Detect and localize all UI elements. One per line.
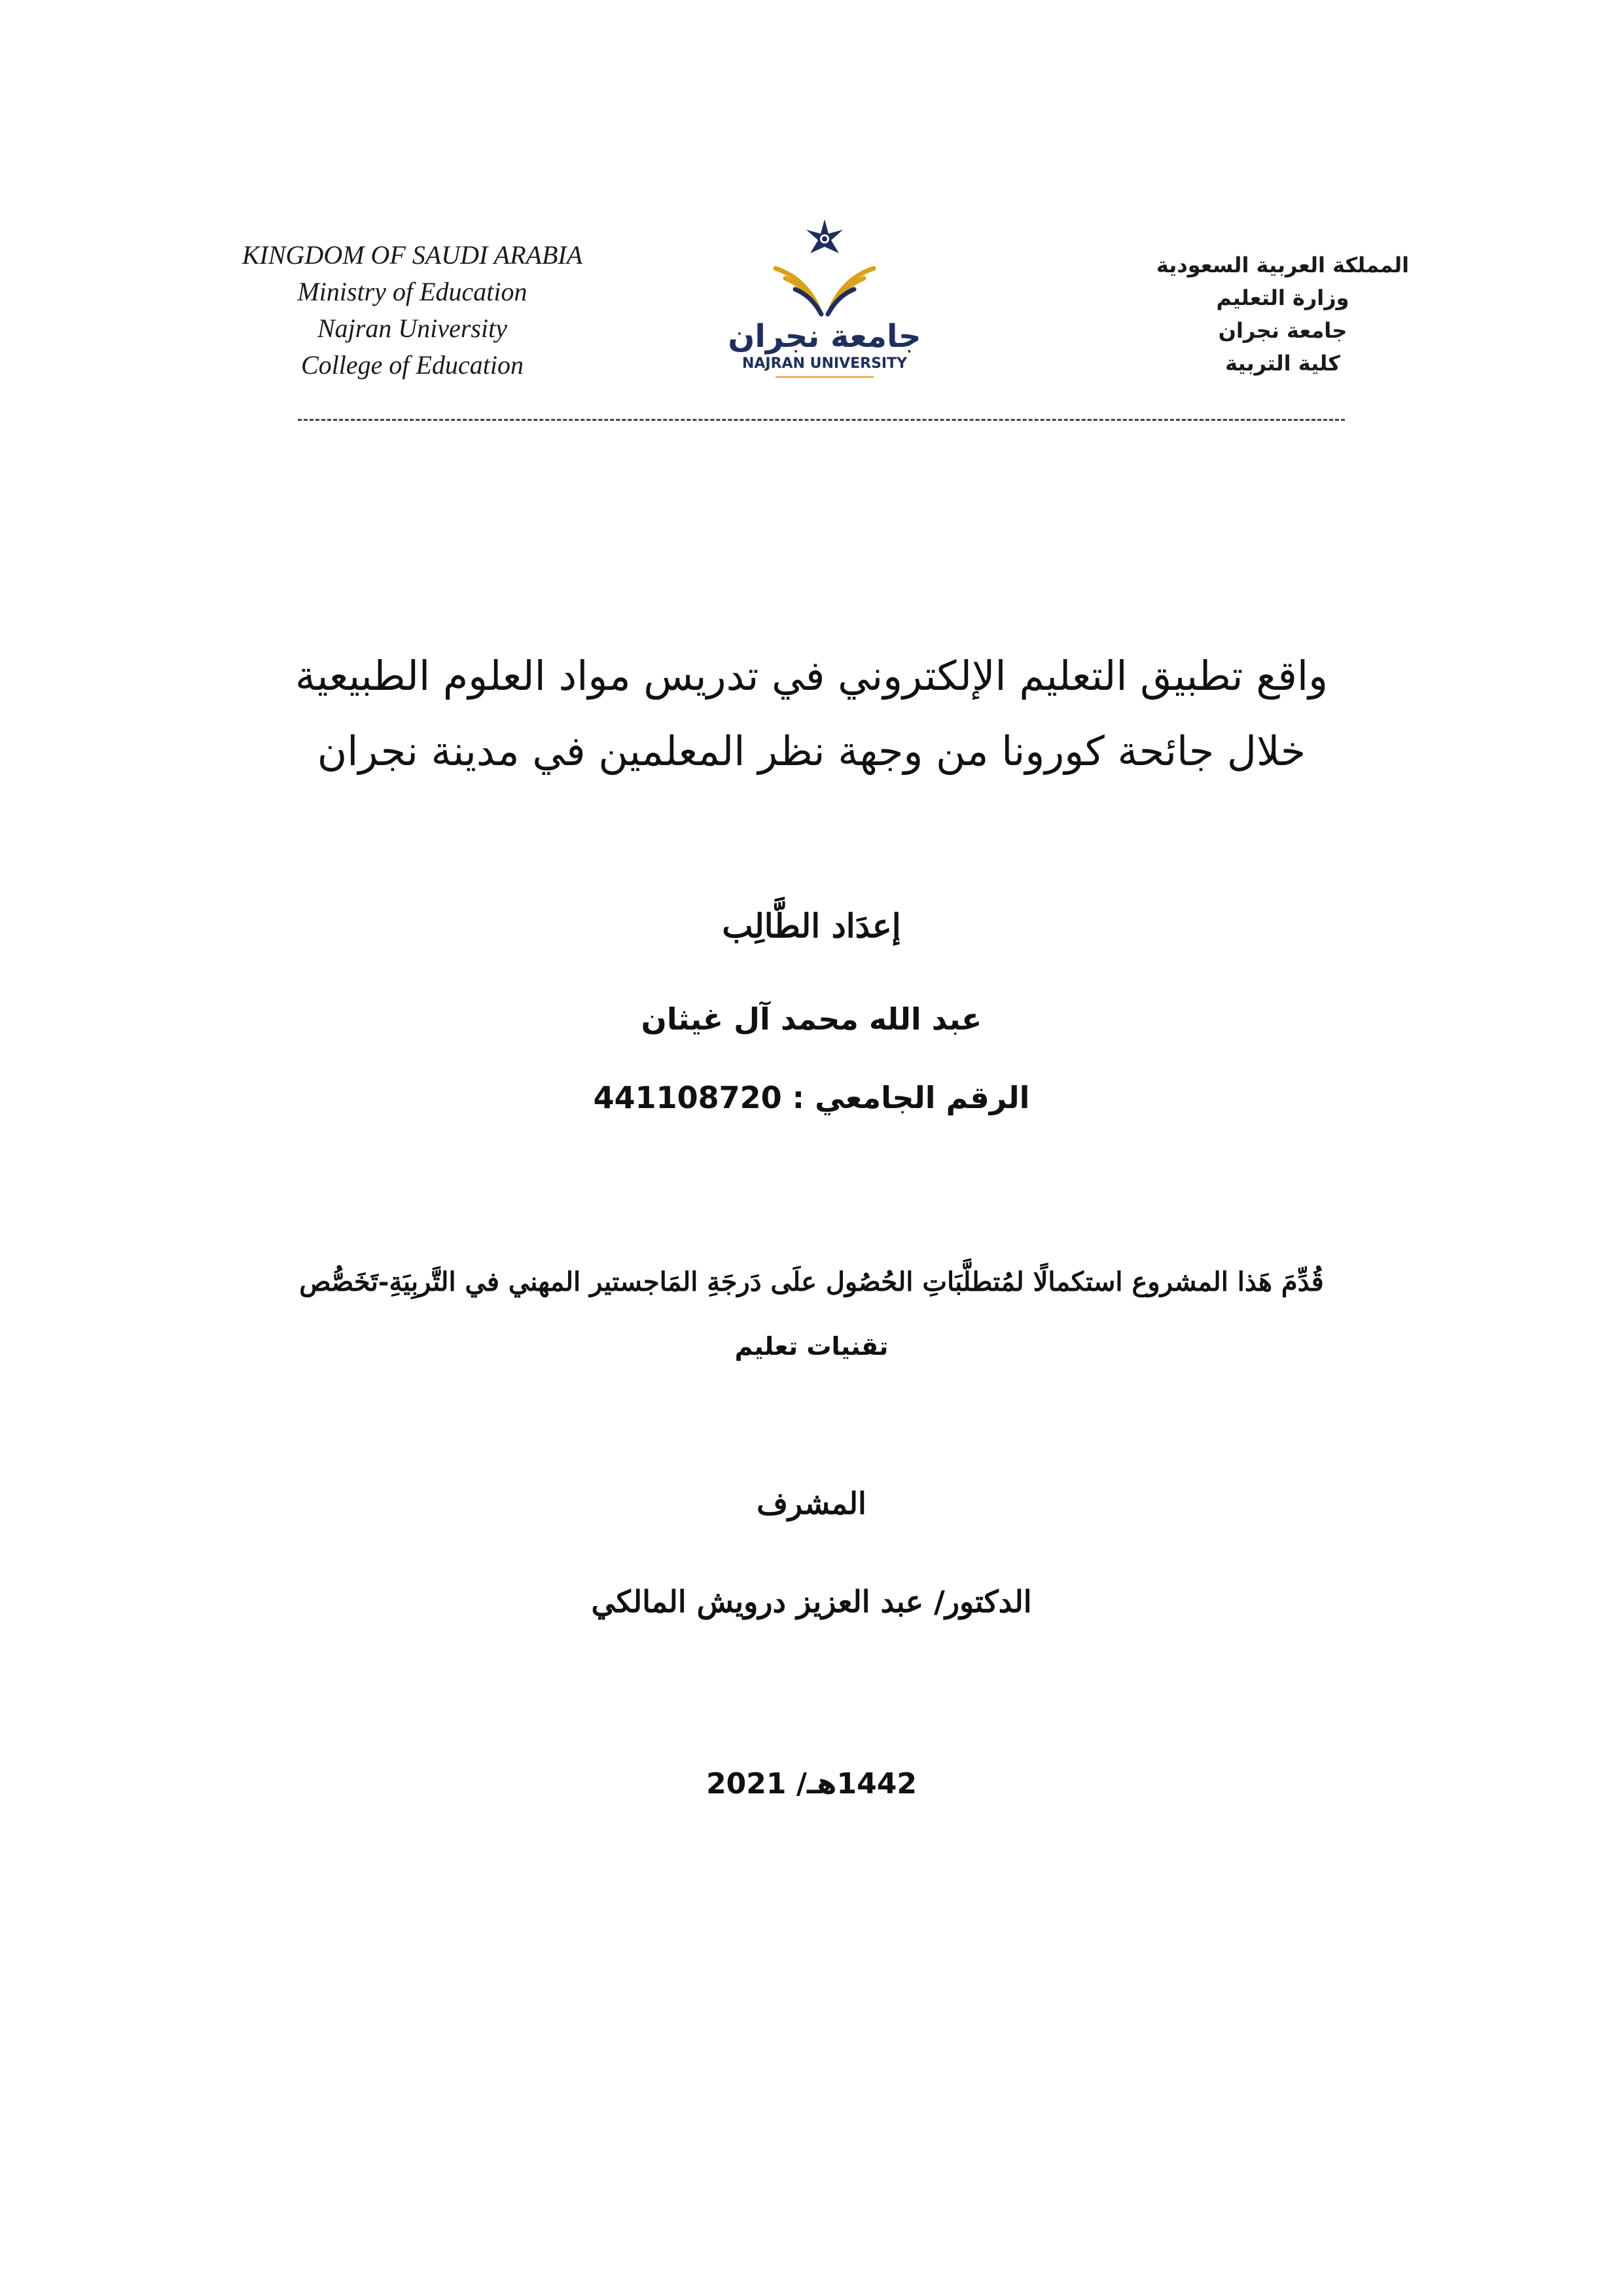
supervisor-label: المشرف [757, 1486, 866, 1521]
english-header-country: KINGDOM OF SAUDI ARABIA [241, 240, 583, 270]
student-id-label: الرقم الجامعي : [792, 1080, 1030, 1115]
arabic-header [1099, 249, 1466, 380]
submission-statement: قُدِّمَ هَذا المشروع استكمالًا لمُتطلَّبَاتِ الحُصُول علَى دَرجَةِ المَاجستير المهني في التَّربِيَةِ-تَخَصُّص [299, 1266, 1324, 1297]
najran-university-logo [713, 216, 936, 386]
submission-date: 1442هـ/ 2021 [706, 1767, 917, 1801]
english-header-university: Najran University [317, 314, 507, 343]
title-line-1: واقع تطبيق التعليم الإلكتروني في تدريس مواد العلوم الطبيعية [294, 652, 1329, 700]
arabic-header-country: المملكة العربية السعودية [1156, 253, 1410, 278]
supervisor-name: الدكتور/ عبد العزيز درويش المالكي [591, 1584, 1032, 1619]
english-header [196, 237, 628, 384]
logo-arabic-name: جامعة نجران [728, 318, 921, 355]
specialization: تقنيات تعليم [734, 1332, 889, 1361]
document-title [157, 638, 1466, 789]
arabic-header-ministry: وزارة التعليم [1216, 285, 1349, 310]
student-id [157, 1080, 1466, 1115]
header-separator [298, 419, 1345, 421]
english-header-college: College of Education [301, 350, 524, 380]
prepared-by-label: إعدَاد الطَّالِب [722, 906, 901, 945]
arabic-header-university: جامعة نجران [1218, 318, 1347, 343]
title-line-2: خلال جائحة كورونا من وجهة نظر المعلمين في مدينة نجران [317, 727, 1306, 775]
english-header-ministry: Ministry of Education [297, 277, 527, 306]
arabic-header-college: كلية التربية [1225, 351, 1340, 376]
student-name: عبد الله محمد آل غيثان [641, 1001, 982, 1037]
logo-english-name: NAJRAN UNIVERSITY [741, 355, 908, 372]
najran-university-logo-icon [713, 216, 936, 386]
student-id-value: 441108720 [593, 1080, 782, 1115]
